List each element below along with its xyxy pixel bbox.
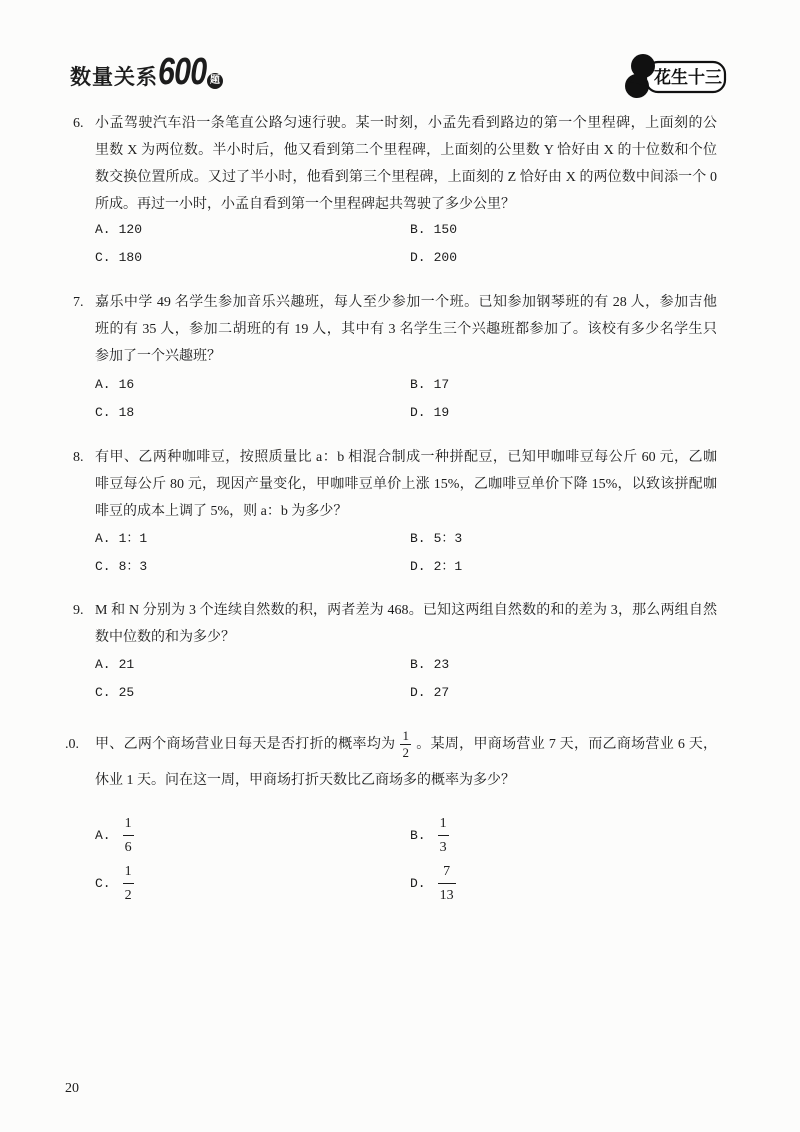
fraction-denominator: 13 [438,883,456,904]
fraction-numerator: 1 [402,728,409,744]
option-a [95,525,147,553]
option-d [410,553,462,581]
option-label: C. [95,250,111,265]
answer-options [95,812,735,908]
option-row [95,860,735,908]
option-a [95,371,134,399]
option-row [95,244,735,272]
option-value: 27 [433,685,450,700]
question-text-line: 班的有 35 人，参加二胡班的有 19 人，其中有 3 名学生三个兴趣班都参加了。该校有多少名学生只 [95,322,717,337]
option-label: A. [95,657,111,672]
option-value: 200 [433,250,458,265]
answer-options [95,651,735,707]
option-label: A. [95,377,111,392]
option-value: 180 [118,250,143,265]
option-b [410,371,449,399]
option-label: D. [410,685,426,700]
option-label: C. [95,405,111,420]
option-b [410,216,457,244]
question-text-line: 小孟驾驶汽车沿一条笔直公路匀速行驶。某一时刻，小孟先看到路边的第一个里程碑，上面刻的公 [95,116,717,131]
option-value: 17 [433,377,450,392]
option-b [410,651,449,679]
option-label: B. [410,531,426,546]
option-value: 8：3 [118,559,148,574]
option-value: 19 [433,405,450,420]
option-a [95,651,134,679]
question-number: 8. [73,450,84,465]
option-row [95,525,735,553]
question-text-segment: 。某周，甲商场营业 7 天，而乙商场营业 6 天， [415,737,718,752]
question-text-line: 啡豆每公斤 80 元，现因产量变化，甲咖啡豆单价上涨 15%，乙咖啡豆单价下降 15%，以致该拼配咖 [95,477,717,492]
option-value: 23 [433,657,450,672]
option-label: D. [410,876,426,891]
option-label: C. [95,559,111,574]
option-value: 5：3 [433,531,463,546]
question-text [95,289,717,370]
question-text-line: 啡豆的成本上调了 5%，则 a：b 为多少？ [95,504,348,519]
option-label: C. [95,876,111,891]
question-number: 6. [73,116,84,131]
option-value: 120 [118,222,143,237]
option-label: B. [410,828,426,843]
question-text [95,110,717,218]
option-label: D. [410,405,426,420]
publisher-logo [616,50,728,102]
option-label: A. [95,531,111,546]
option-row [95,399,735,427]
option-a [95,216,142,244]
option-label: B. [410,377,426,392]
question-text-line: 数交换位置所成。又过了半小时，他看到第三个里程碑，上面刻的 Z 恰好由 X 的两位数中间添一个 0 [95,170,717,185]
question-text-line: 里数 X 为两位数。半小时后，他又看到第二个里程碑，上面刻的公里数 Y 恰好由 X 的十位数和个位 [95,143,717,158]
fraction-denominator: 2 [123,883,134,904]
option-row [95,812,735,860]
fraction [438,863,456,904]
question-text-line: 数中位数的和为多少？ [95,630,235,645]
option-label: D. [410,250,426,265]
option-label: A. [95,222,111,237]
option-c [95,553,147,581]
option-value: 25 [118,685,135,700]
option-label: B. [410,657,426,672]
option-row [95,679,735,707]
question-text [95,444,717,525]
option-value: 18 [118,405,135,420]
question-number: 9. [73,603,84,618]
question-text-line: 参加了一个兴趣班？ [95,349,221,364]
option-b [410,525,462,553]
option-c [95,860,134,908]
option-value: 21 [118,657,135,672]
option-d [410,244,457,272]
option-c [95,679,134,707]
fraction-denominator: 3 [438,835,449,856]
option-d [410,399,449,427]
option-value: 150 [433,222,458,237]
fraction-denominator: 6 [123,835,134,856]
option-a [95,812,134,860]
question-text [95,597,717,651]
option-row [95,371,735,399]
option-label: D. [410,559,426,574]
question-text-line: 所成。再过一小时，小孟自看到第一个里程碑起共驾驶了多少公里？ [95,197,515,212]
option-d [410,679,449,707]
fraction-denominator: 2 [402,745,409,761]
option-label: B. [410,222,426,237]
option-d [410,860,456,908]
page-number: 20 [65,1081,79,1096]
answer-options [95,371,735,427]
option-row [95,553,735,581]
question-text-segment: 甲、乙两个商场营业日每天是否打折的概率均为 [95,737,396,752]
book-title-unit: 题 [207,73,223,89]
question-text-line: 嘉乐中学 49 名学生参加音乐兴趣班，每人至少参加一个班。已知参加钢琴班的有 28 人，参加吉他 [95,295,717,310]
option-c [95,244,142,272]
question-text [95,728,717,800]
option-row [95,216,735,244]
option-row [95,651,735,679]
option-c [95,399,134,427]
answer-options [95,525,735,581]
answer-options [95,216,735,272]
fraction-numerator: 7 [443,864,451,880]
fraction [400,729,411,760]
fraction [123,815,134,856]
option-label: C. [95,685,111,700]
option-value: 2：1 [433,559,463,574]
fraction-numerator: 1 [124,816,132,832]
logo-text: 花生十三 [654,68,722,88]
fraction-numerator: 1 [439,816,447,832]
option-value: 16 [118,377,135,392]
fraction [123,863,134,904]
fraction [438,815,449,856]
question-text-line [95,728,717,762]
book-title-number: 600 [158,51,207,93]
book-title: 数量关系 [70,65,158,89]
question-text-line: 休业 1 天。问在这一周，甲商场打折天数比乙商场多的概率为多少？ [95,773,515,788]
option-value: 1：1 [118,531,148,546]
page-number-area [65,1079,90,1099]
option-label: A. [95,828,111,843]
question-text-line: 有甲、乙两种咖啡豆，按照质量比 a：b 相混合制成一种拼配豆，已知甲咖啡豆每公斤 60 元，乙咖 [95,450,717,465]
fraction-numerator: 1 [124,864,132,880]
question-text-line: M 和 N 分别为 3 个连续自然数的积，两者差为 468。已知这两组自然数的和的差为 3，那么两组自然 [95,603,717,618]
question-number: 7. [73,295,84,310]
question-number: .0. [65,737,79,752]
option-b [410,812,449,860]
